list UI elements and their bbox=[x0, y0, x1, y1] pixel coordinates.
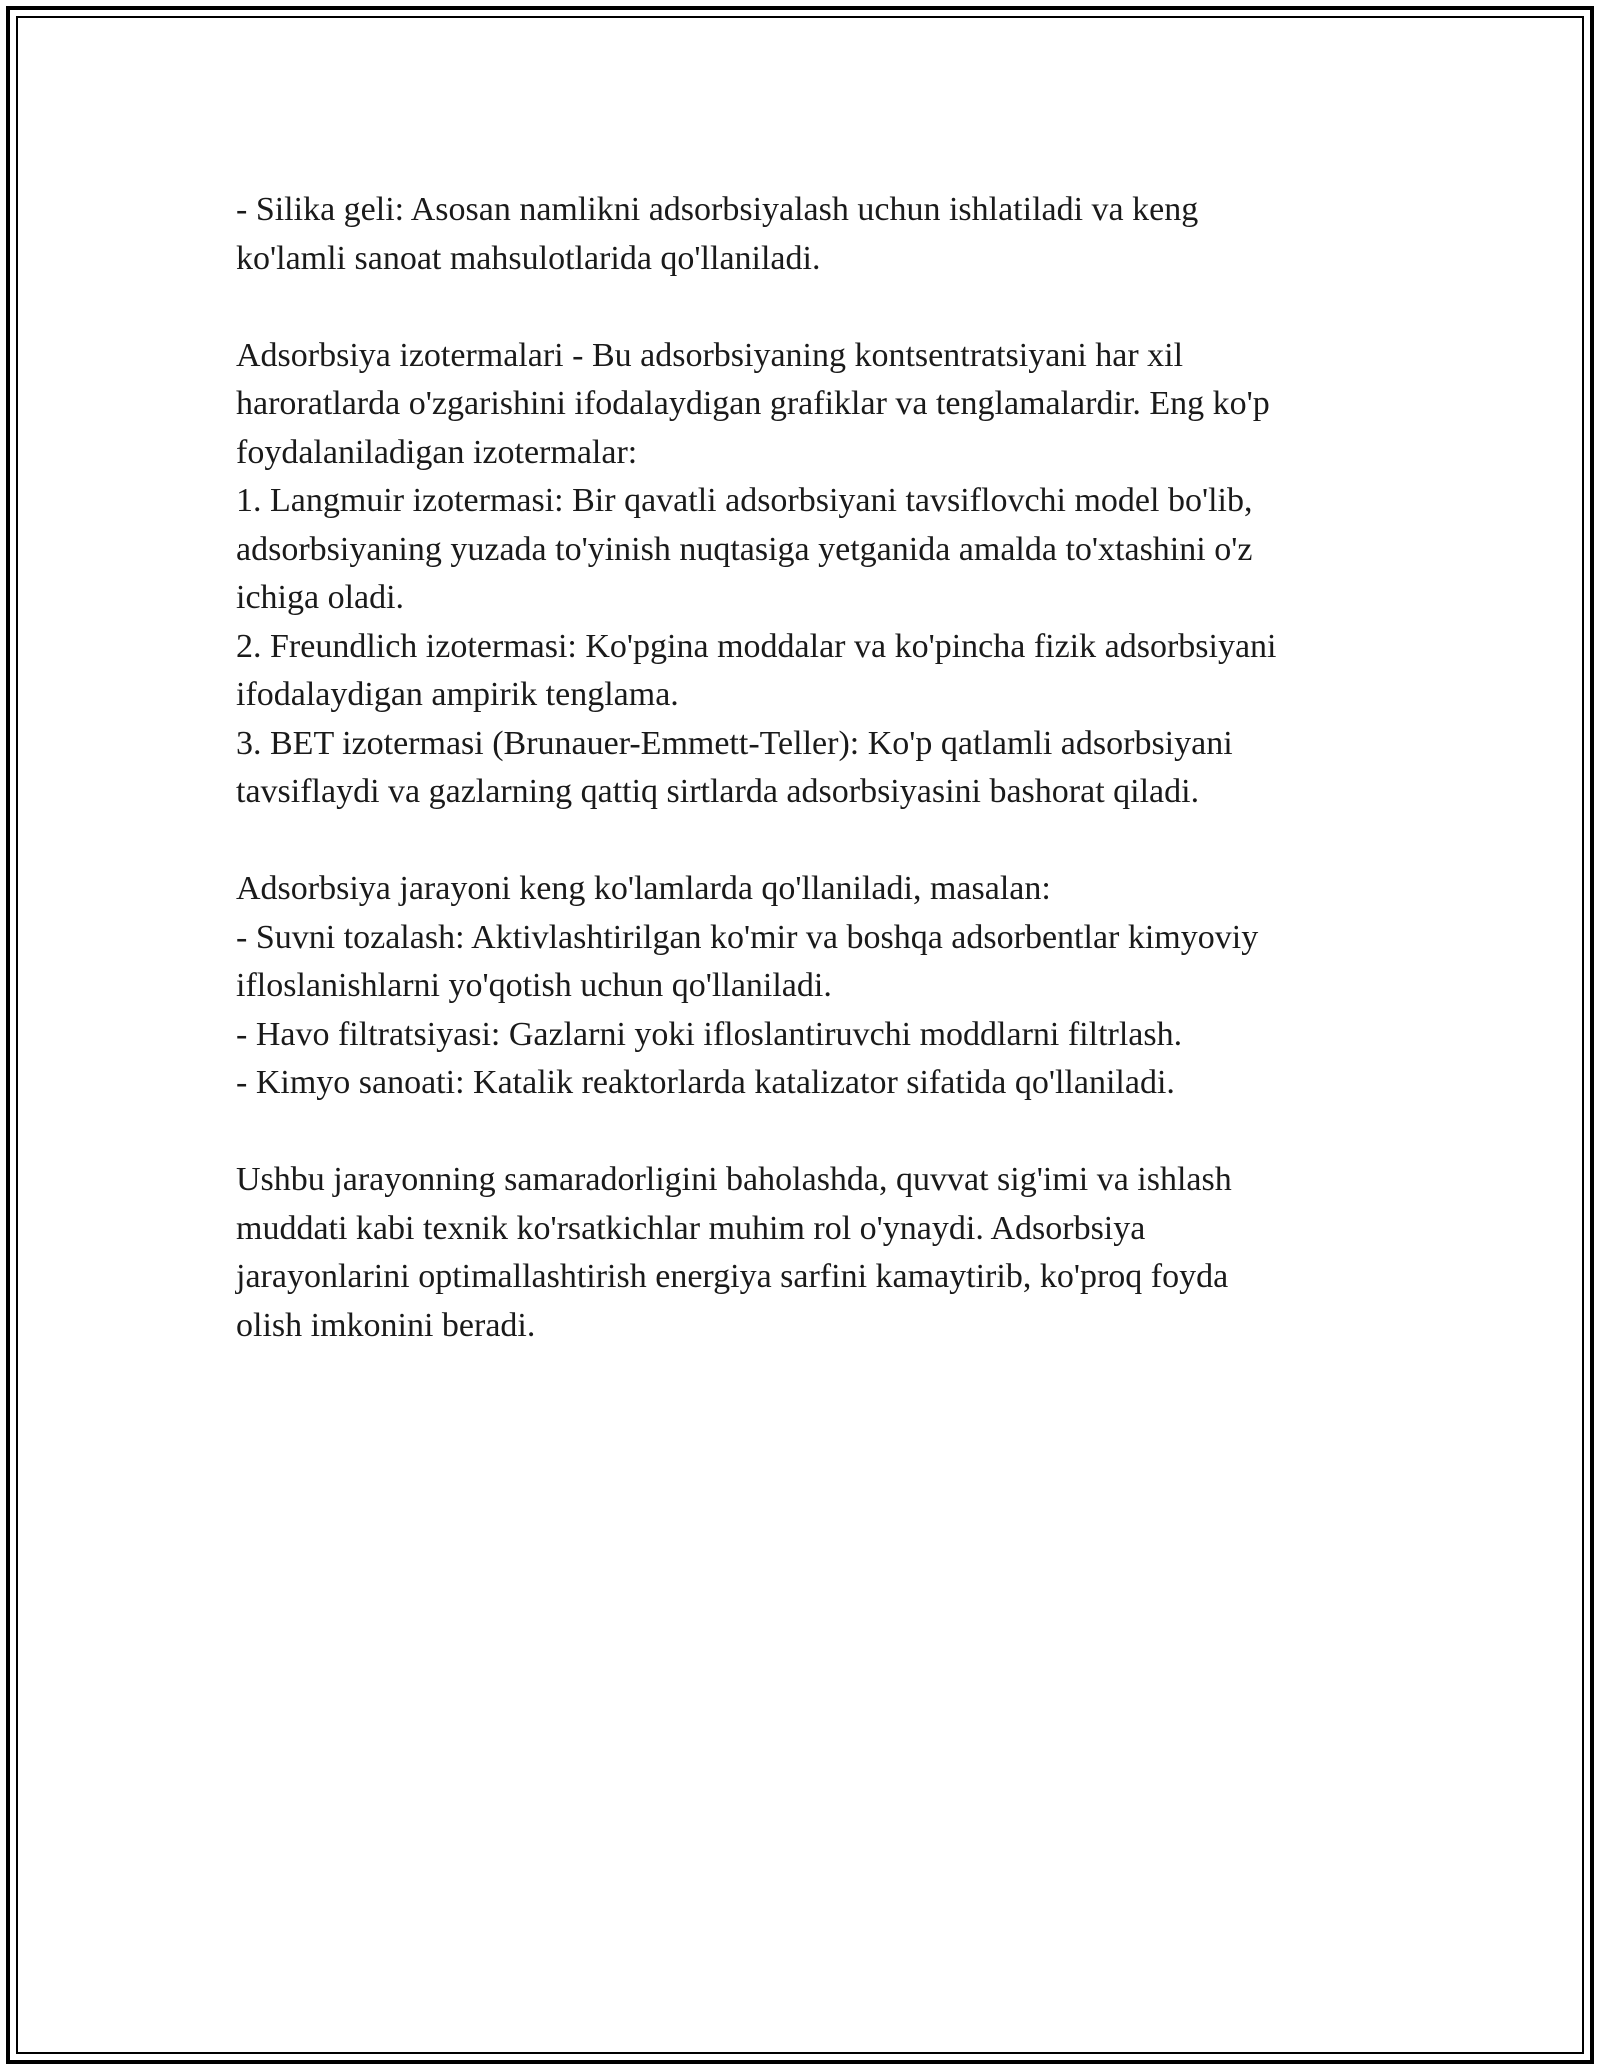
paragraph-silika-geli bbox=[236, 186, 1386, 283]
document-body bbox=[236, 186, 1386, 1350]
paragraph-applications bbox=[236, 865, 1386, 1108]
paragraph-izotermalar bbox=[236, 332, 1386, 817]
paragraph-gap bbox=[236, 1108, 1386, 1157]
paragraph-gap bbox=[236, 283, 1386, 332]
list-item-bet: 3. BET izotermasi (Brunauer-Emmett-Teller): Ko'p qatlamli adsorbsiyani bbox=[236, 724, 1233, 762]
text-line: jarayonlarini optimallashtirish energiya sarfini kamaytirib, ko'proq foyda bbox=[236, 1258, 1229, 1295]
paragraph-conclusion bbox=[236, 1156, 1386, 1350]
text-line: Ushbu jarayonning samaradorligini baholashda, quvvat sig'imi va ishlash bbox=[236, 1161, 1232, 1198]
text-line: adsorbsiyaning yuzada to'yinish nuqtasiga yetganida amalda to'xtashini o'z bbox=[236, 530, 1253, 568]
list-item-havo-filtratsiyasi: - Havo filtratsiyasi: Gazlarni yoki ifloslantiruvchi moddlarni filtrlash. bbox=[236, 1015, 1183, 1053]
text-line: Adsorbsiya izotermalari - Bu adsorbsiyaning kontsentratsiyani har xil bbox=[236, 336, 1184, 374]
text-line: ifodalaydigan ampirik tenglama. bbox=[236, 676, 679, 713]
text-line: haroratlarda o'zgarishini ifodalaydigan grafiklar va tenglamalardir. Eng ko'p bbox=[236, 385, 1270, 422]
text-line: tavsiflaydi va gazlarning qattiq sirtlarda adsorbsiyasini bashorat qiladi. bbox=[236, 773, 1200, 810]
text-line: ko'lamli sanoat mahsulotlarida qo'llaniladi. bbox=[236, 239, 821, 277]
list-item-langmuir: 1. Langmuir izotermasi: Bir qavatli adsorbsiyani tavsiflovchi model bo'lib, bbox=[236, 482, 1253, 519]
text-line: - Silika geli: Asosan namlikni adsorbsiyalash uchun ishlatiladi va keng bbox=[236, 191, 1199, 228]
list-item-suvni-tozalash: - Suvni tozalash: Aktivlashtirilgan ko'mir va boshqa adsorbentlar kimyoviy bbox=[236, 918, 1259, 956]
text-line: ichiga oladi. bbox=[236, 579, 405, 616]
text-line: Adsorbsiya jarayoni keng ko'lamlarda qo'llaniladi, masalan: bbox=[236, 870, 1051, 907]
text-line: ifloslanishlarni yo'qotish uchun qo'llaniladi. bbox=[236, 967, 832, 1004]
text-line: foydalaniladigan izotermalar: bbox=[236, 433, 638, 471]
text-line: olish imkonini beradi. bbox=[236, 1306, 536, 1344]
text-line: muddati kabi texnik ko'rsatkichlar muhim rol o'ynaydi. Adsorbsiya bbox=[236, 1209, 1146, 1247]
list-item-kimyo-sanoati: - Kimyo sanoati: Katalik reaktorlarda katalizator sifatida qo'llaniladi. bbox=[236, 1064, 1175, 1101]
paragraph-gap bbox=[236, 817, 1386, 866]
list-item-freundlich: 2. Freundlich izotermasi: Ko'pgina moddalar va ko'pincha fizik adsorbsiyani bbox=[236, 627, 1277, 665]
